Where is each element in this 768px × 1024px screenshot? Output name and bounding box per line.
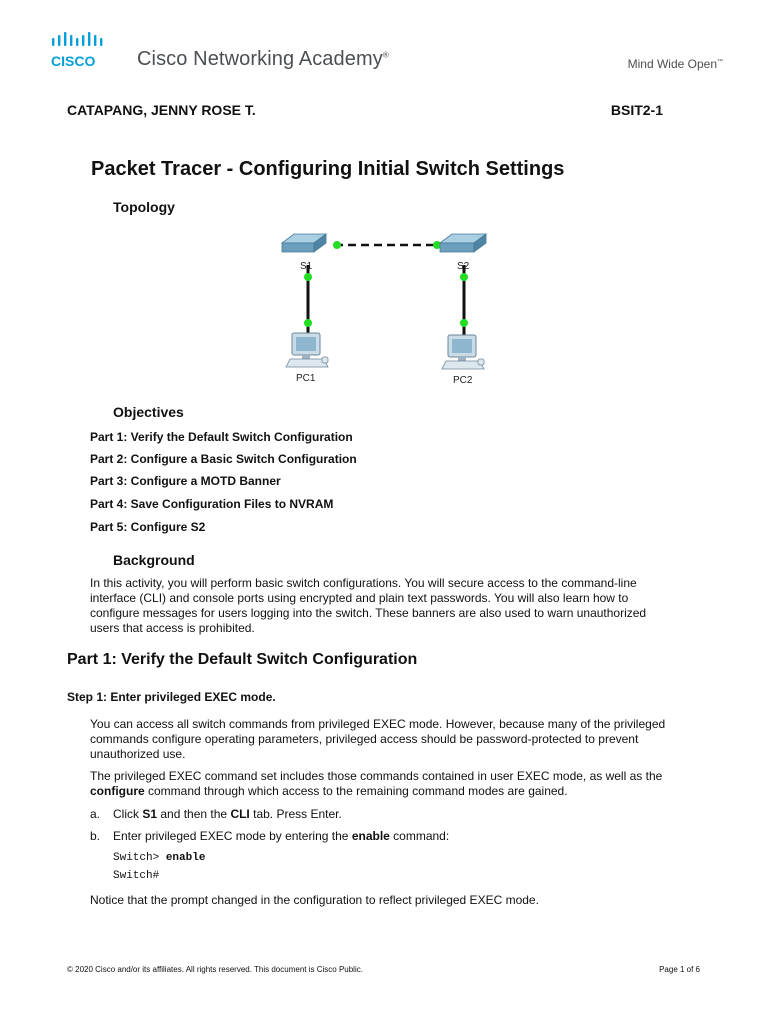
step1-paragraph: You can access all switch commands from privileged EXEC mode. However, because many of the privileged commands configure operating parameters, privileged access should be password-protected to prevent unauthorized use. <box>90 717 666 761</box>
pc1-icon <box>286 333 328 367</box>
exec-command-paragraph: The privileged EXEC command set includes those commands contained in user EXEC mode, as well as the configure command through which access to the remaining command modes are gained. <box>90 769 663 798</box>
link-light <box>460 319 468 327</box>
student-section: BSIT2-1 <box>610 102 663 118</box>
instruction-a: a. Click S1 and then the CLI tab. Press Enter. <box>90 807 342 821</box>
objective-item: Part 1: Verify the Default Switch Configuration <box>90 430 353 444</box>
topology-heading: Topology <box>113 199 175 215</box>
configure-keyword: configure <box>90 784 145 798</box>
page-number: Page 1 of 6 <box>659 965 700 974</box>
academy-title: Cisco Networking Academy® <box>137 48 389 70</box>
switch-s2-icon <box>440 234 486 252</box>
objectives-heading: Objectives <box>113 404 184 420</box>
link-light <box>333 241 341 249</box>
pc2-icon <box>442 335 484 369</box>
step1-heading: Step 1: Enter privileged EXEC mode. <box>67 690 276 704</box>
code-line: Switch# <box>113 870 160 882</box>
prompt-note: Notice that the prompt changed in the configuration to reflect privileged EXEC mode. <box>90 893 539 907</box>
instruction-b: b. Enter privileged EXEC mode by entering the enable command: <box>90 829 450 843</box>
objective-item: Part 3: Configure a MOTD Banner <box>90 474 281 488</box>
link-light <box>304 319 312 327</box>
background-heading: Background <box>113 552 195 568</box>
link-light <box>304 273 312 281</box>
pc2-label: PC2 <box>453 375 473 386</box>
tagline: Mind Wide Open™ <box>627 57 723 71</box>
cisco-logo <box>50 30 120 70</box>
objective-item: Part 2: Configure a Basic Switch Configuration <box>90 452 357 466</box>
student-name: CATAPANG, JENNY ROSE T. <box>67 102 256 118</box>
footer-copyright: © 2020 Cisco and/or its affiliates. All rights reserved. This document is Cisco Public. <box>67 965 363 974</box>
topology-diagram <box>250 225 520 395</box>
pc1-label: PC1 <box>296 373 316 384</box>
cisco-wordmark: CISCO <box>51 53 96 69</box>
objective-item: Part 4: Save Configuration Files to NVRAM <box>90 497 334 511</box>
document-title: Packet Tracer - Configuring Initial Switch Settings <box>91 158 565 180</box>
s1-label: S1 <box>300 261 313 272</box>
part1-heading: Part 1: Verify the Default Switch Configuration <box>67 651 418 668</box>
background-paragraph: In this activity, you will perform basic switch configurations. You will secure access to the command-line interface (CLI) and console ports using encrypted and plain text passwords. You will also learn how to configure messages for users logging into the switch. These banners are also used to warn unauthorized users that access is prohibited. <box>90 576 647 635</box>
objective-item: Part 5: Configure S2 <box>90 520 206 534</box>
link-light <box>460 273 468 281</box>
switch-s1-icon <box>282 234 326 252</box>
s2-label: S2 <box>457 261 470 272</box>
code-line: Switch> enable <box>113 852 206 864</box>
